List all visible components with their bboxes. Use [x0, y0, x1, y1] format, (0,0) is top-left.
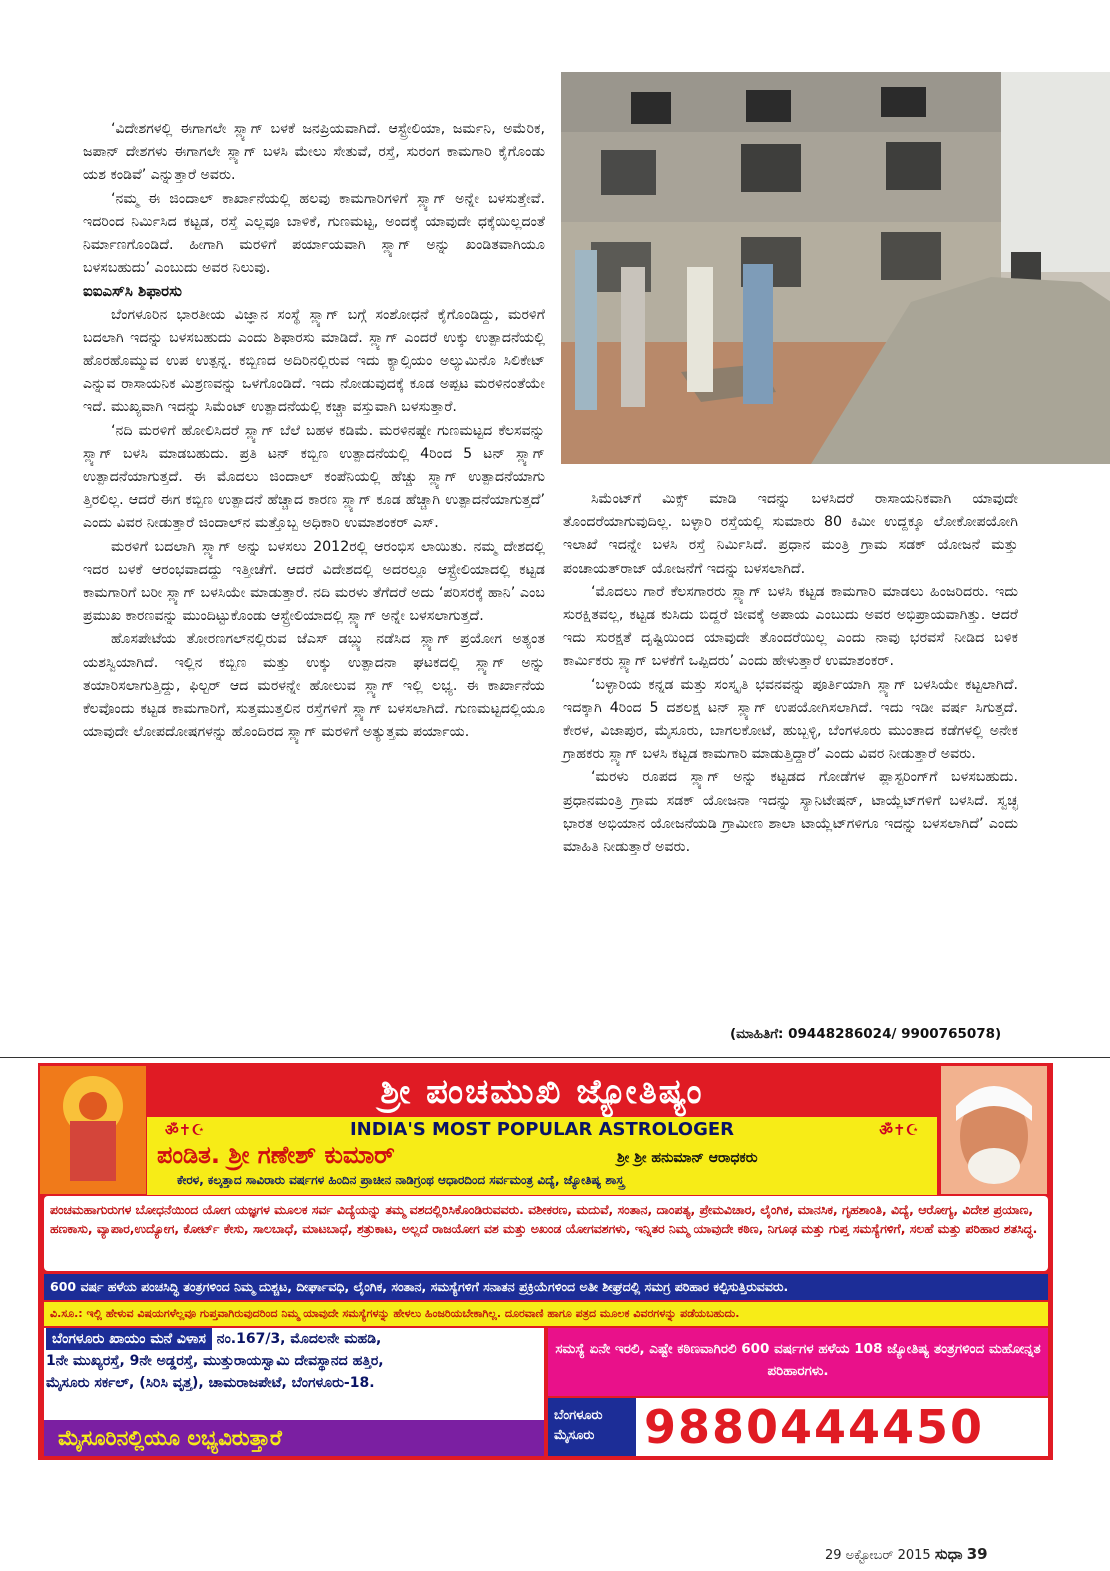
address-line: 1ನೇ ಮುಖ್ಯರಸ್ತೆ, 9ನೇ ಅಡ್ಡರಸ್ತೆ, ಮುತ್ತುರಾಯಸ್ವಾಮಿ ದೇವಸ್ಥಾನದ ಹತ್ತಿರ,: [46, 1353, 384, 1369]
ad-address: [44, 1328, 544, 1420]
astrologer-devotion: ಶ್ರೀ ಶ್ರೀ ಹನುಮಾನ್ ಆರಾಧಕರು: [617, 1150, 758, 1166]
hanuman-image: [40, 1066, 146, 1194]
paragraph: ಬೆಂಗಳೂರಿನ ಭಾರತೀಯ ವಿಜ್ಞಾನ ಸಂಸ್ಥೆ ಸ್ಲ್ಯಾಗ್ ಬಗ್ಗೆ ಸಂಶೋಧನೆ ಕೈಗೊಂಡಿದ್ದು, ಮರಳಿಗೆ ಬದಲಾಗಿ ಇದನ್ನು ಬಳಸಬಹುದು ಎಂದು ಶಿಫಾರಸು ಮಾಡಿದೆ. ಸ್ಲ್ಯಾಗ್ ಎಂದರೆ ಉಕ್ಕು ಉತ್ಪಾದನೆಯಲ್ಲಿ ಹೊರಹೊಮ್ಮುವ ಉಪ ಉತ್ಪನ್ನ. ಕಬ್ಬಿಣದ ಅದಿರಿನಲ್ಲಿರುವ ಇದು ಕ್ಯಾಲ್ಸಿಯಂ ಅಲ್ಯುಮಿನೊ ಸಿಲಿಕೇಟ್ ಎನ್ನುವ ರಾಸಾಯನಿಕ ಮಿಶ್ರಣವನ್ನು ಒಳಗೊಂಡಿದೆ. ಇದು ನೋಡುವುದಕ್ಕೆ ಕೂಡ ಅಪ್ಪಟ ಮರಳಿನಂತೆಯೇ ಇದೆ. ಮುಖ್ಯವಾಗಿ ಇದನ್ನು ಸಿಮೆಂಟ್ ಉತ್ಪಾದನೆಯಲ್ಲಿ ಕಚ್ಚಾ ವಸ್ತುವಾಗಿ ಬಳಸುತ್ತಾರೆ.: [83, 306, 545, 416]
address-line: ನಂ.167/3, ಮೊದಲನೇ ಮಹಡಿ,: [216, 1331, 382, 1347]
ad-promise: ಸಮಸ್ಯೆ ಏನೇ ಇರಲಿ, ಎಷ್ಟೇ ಕಠಿಣವಾಗಿರಲಿ 600 ವರ್ಷಗಳ ಹಳೆಯ 108 ಜ್ಯೋತಿಷ್ಯ ತಂತ್ರಗಳಿಂದ ಮಹೋನ್ನತ ಪರಿಹಾರಗಳು.: [548, 1328, 1048, 1396]
address-heading: ಬೆಂಗಳೂರು ಖಾಯಂ ಮನೆ ವಿಳಾಸ: [46, 1328, 212, 1350]
paragraph: ‘ಬಳ್ಳಾರಿಯ ಕನ್ನಡ ಮತ್ತು ಸಂಸ್ಕೃತಿ ಭವನವನ್ನು ಪೂರ್ತಿಯಾಗಿ ಸ್ಲ್ಯಾಗ್ ಬಳಸಿಯೇ ಕಟ್ಟಲಾಗಿದೆ. ಇದಕ್ಕಾಗಿ 4ರಿಂದ 5 ದಶಲಕ್ಷ ಟನ್ ಸ್ಲ್ಯಾಗ್ ಉಪಯೋಗಿಸಲಾಗಿದೆ. ಇದು ಇಡೀ ವರ್ಷ ಸಿಗುತ್ತದೆ. ಕೇರಳ, ವಿಜಾಪುರ, ಮೈಸೂರು, ಬಾಗಲಕೋಟೆ, ಹುಬ್ಬಳ್ಳಿ, ಬೆಂಗಳೂರು ಮುಂತಾದ ಕಡೆಗಳಲ್ಲಿ ಅನೇಕ ಗ್ರಾಹಕರು ಸ್ಲ್ಯಾಗ್ ಬಳಸಿ ಕಟ್ಟಡ ಕಾಮಗಾರಿ ಮಾಡುತ್ತಿದ್ದಾರೆ’ ಎಂದು ವಿವರ ನೀಡುತ್ತಾರೆ ಅವರು.: [563, 676, 1018, 763]
city-label: ಬೆಂಗಳೂರು: [554, 1408, 603, 1423]
phone-panel: [548, 1398, 1048, 1456]
phone-cities: [548, 1398, 636, 1456]
paragraph: ಹೊಸಪೇಟೆಯ ತೋರಣಗಲ್‌ನಲ್ಲಿರುವ ಜೆಎಸ್ ಡಬ್ಲ್ಯು ನಡೆಸಿದ ಸ್ಲ್ಯಾಗ್ ಪ್ರಯೋಗ ಅತ್ಯಂತ ಯಶಸ್ವಿಯಾಗಿದೆ. ಇಲ್ಲಿನ ಕಬ್ಬಿಣ ಮತ್ತು ಉಕ್ಕು ಉತ್ಪಾದನಾ ಘಟಕದಲ್ಲಿ ಸ್ಲ್ಯಾಗ್ ಅನ್ನು ತಯಾರಿಸಲಾಗುತ್ತಿದ್ದು, ಫಿಲ್ಟರ್ ಆದ ಮರಳನ್ನೇ ಹೋಲುವ ಸ್ಲ್ಯಾಗ್ ಇಲ್ಲಿ ಲಭ್ಯ. ಈ ಕಾರ್ಖಾನೆಯ ಕೆಲವೊಂದು ಕಟ್ಟಡ ಕಾಮಗಾರಿಗೆ, ಸುತ್ತಮುತ್ತಲಿನ ರಸ್ತೆಗಳಿಗೆ ಸ್ಲ್ಯಾಗ್ ಬಳಸಲಾಗಿದೆ. ಗುಣಮಟ್ಟದಲ್ಲಿಯೂ ಯಾವುದೇ ಲೋಪದೋಷಗಳನ್ನು ಹೊಂದಿರದ ಸ್ಲ್ಯಾಗ್ ಮರಳಿಗೆ ಅತ್ಯುತ್ತಮ ಪರ್ಯಾಯ.: [83, 631, 545, 741]
ad-services-text: ಪಂಚಮಹಾಗುರುಗಳ ಬೋಧನೆಯಿಂದ ಯೋಗ ಯಜ್ಞಗಳ ಮೂಲಕ ಸರ್ವ ವಿದ್ಯೆಯನ್ನು ತಮ್ಮ ವಶದಲ್ಲಿರಿಸಿಕೊಂಡಿರುವವರು. ವಶೀಕರಣ, ಮದುವೆ, ಸಂತಾನ, ದಾಂಪತ್ಯ, ಪ್ರೇಮವಿಚಾರ, ಲೈಂಗಿಕ, ಮಾನಸಿಕ, ಗೃಹಶಾಂತಿ, ವಿದ್ಯೆ, ಆರೋಗ್ಯ, ವಿದೇಶ ಪ್ರಯಾಣ, ಹಣಕಾಸು, ವ್ಯಾಪಾರ,ಉದ್ಯೋಗ, ಕೋರ್ಟ್ ಕೇಸು, ಸಾಲಬಾಧೆ, ಮಾಟಬಾಧೆ, ಶತ್ರುಕಾಟ, ಅಲ್ಲದೆ ರಾಜಯೋಗ ವಶ ಮತ್ತು ಅಖಂಡ ಯೋಗವಶಗಳು, ಇನ್ನಿತರ ನಿಮ್ಮ ಯಾವುದೇ ಕಠಿಣ, ನಿಗೂಢ ಮತ್ತು ಗುಪ್ತ ಸಮಸ್ಯೆಗಳಿಗೆ, ಸಲಹೆ ಮತ್ತು ಪರಿಹಾರ ಶತಸಿದ್ಧ.: [44, 1196, 1048, 1271]
sai-baba-image: [941, 1066, 1047, 1194]
article-left-column: [83, 118, 545, 744]
page-number: 39: [966, 1545, 988, 1563]
section-subheading: ಐಐಎಸ್‌ಸಿ ಶಿಫಾರಸು: [83, 282, 182, 301]
contact-info: (ಮಾಹಿತಿಗೆ: 09448286024/ 9900765078): [730, 1026, 1002, 1042]
ad-credentials: ಕೇರಳ, ಕಲ್ಕತ್ತಾದ ಸಾವಿರಾರು ವರ್ಷಗಳ ಹಿಂದಿನ ಪ್ರಾಚೀನ ನಾಡಿಗ್ರಂಥ ಆಧಾರದಿಂದ ಸರ್ವಮಂತ್ರ ವಿದ್ಯೆ, ಜ್ಯೋತಿಷ್ಯ ಶಾಸ್ತ್ರ: [177, 1173, 624, 1187]
religious-symbols-icon: ॐ✝☪: [879, 1121, 919, 1139]
paragraph: ಸಿಮೆಂಟ್‌ಗೆ ಮಿಕ್ಸ್ ಮಾಡಿ ಇದನ್ನು ಬಳಸಿದರೆ ರಾಸಾಯನಿಕವಾಗಿ ಯಾವುದೇ ತೊಂದರೆಯಾಗುವುದಿಲ್ಲ. ಬಳ್ಳಾರಿ ರಸ್ತೆಯಲ್ಲಿ ಸುಮಾರು 80 ಕಿಮೀ ಉದ್ದಕ್ಕೂ ಲೋಕೋಪಯೋಗಿ ಇಲಾಖೆ ಇದನ್ನೇ ಬಳಸಿ ರಸ್ತೆ ನಿರ್ಮಿಸಿದೆ. ಪ್ರಧಾನ ಮಂತ್ರಿ ಗ್ರಾಮ ಸಡಕ್ ಯೋಜನೆ ಮತ್ತು ಪಂಚಾಯತ್‌ರಾಜ್ ಯೋಜನೆಗೆ ಇದನ್ನು ಬಳಸಲಾಗಿದೆ.: [563, 491, 1018, 577]
article-right-column: [563, 488, 1018, 859]
religious-symbols-icon: ॐ✝☪: [165, 1121, 205, 1139]
phone-number[interactable]: 9880444450: [644, 1400, 985, 1454]
issue-date: 29 ಅಕ್ಟೋಬರ್ 2015: [825, 1548, 931, 1563]
paragraph: ‘ನಮ್ಮ ಈ ಜಿಂದಾಲ್ ಕಾರ್ಖಾನೆಯಲ್ಲಿ ಹಲವು ಕಾಮಗಾರಿಗಳಿಗೆ ಸ್ಲ್ಯಾಗ್ ಅನ್ನೇ ಬಳಸುತ್ತೇವೆ. ಇದರಿಂದ ನಿರ್ಮಿಸಿದ ಕಟ್ಟಡ, ರಸ್ತೆ ಎಲ್ಲವೂ ಬಾಳಿಕೆ, ಗುಣಮಟ್ಟ, ಅಂದಕ್ಕೆ ಯಾವುದೇ ಧಕ್ಕೆಯಿಲ್ಲದಂತೆ ನಿರ್ಮಾಣಗೊಂಡಿದೆ. ಹೀಗಾಗಿ ಮರಳಿಗೆ ಪರ್ಯಾಯವಾಗಿ ಸ್ಲ್ಯಾಗ್ ಅನ್ನು ಖಂಡಿತವಾಗಿಯೂ ಬಳಸಬಹುದು’ ಎಂಬುದು ಅವರ ನಿಲುವು.: [83, 190, 545, 277]
paragraph: ‘ವಿದೇಶಗಳಲ್ಲಿ ಈಗಾಗಲೇ ಸ್ಲ್ಯಾಗ್ ಬಳಕೆ ಜನಪ್ರಿಯವಾಗಿದೆ. ಆಸ್ಟ್ರೇಲಿಯಾ, ಜರ್ಮನಿ, ಅಮೆರಿಕ, ಜಪಾನ್ ದೇಶಗಳು ಈಗಾಗಲೇ ಸ್ಲ್ಯಾಗ್ ಬಳಸಿ ಮೇಲು ಸೇತುವೆ, ರಸ್ತೆ, ಸುರಂಗ ಕಾಮಗಾರಿ ಕೈಗೊಂಡು ಯಶ ಕಂಡಿವೆ’ ಎನ್ನುತ್ತಾರೆ ಅವರು.: [83, 121, 545, 184]
ad-title: ಶ್ರೀ ಪಂಚಮುಖಿ ಜ್ಯೋತಿಷ್ಯಂ: [147, 1067, 937, 1117]
page-footer: [825, 1545, 988, 1563]
city-label: ಮೈಸೂರು: [554, 1428, 595, 1443]
divider: [0, 1057, 1110, 1058]
paragraph: ‘ಮರಳು ರೂಪದ ಸ್ಲ್ಯಾಗ್ ಅನ್ನು ಕಟ್ಟಡದ ಗೋಡೆಗಳ ಪ್ಲಾಸ್ಟರಿಂಗ್‌ಗೆ ಬಳಸಬಹುದು. ಪ್ರಧಾನಮಂತ್ರಿ ಗ್ರಾಮ ಸಡಕ್ ಯೋಜನಾ ಇದನ್ನು ಸ್ಯಾನಿಟೇಷನ್, ಟಾಯ್ಲೆಟ್‌ಗಳಿಗೆ ಬಳಸಿದೆ. ಸ್ವಚ್ಛ ಭಾರತ ಅಭಿಯಾನ ಯೋಜನೆಯಡಿ ಗ್ರಾಮೀಣ ಶಾಲಾ ಟಾಯ್ಲೆಟ್‌ಗಳಿಗೂ ಇದನ್ನು ಬಳಸಲಾಗಿದೆ’ ಎಂದು ಮಾಹಿತಿ ನೀಡುತ್ತಾರೆ ಅವರು.: [563, 769, 1018, 856]
paragraph: ‘ಮೊದಲು ಗಾರೆ ಕೆಲಸಗಾರರು ಸ್ಲ್ಯಾಗ್ ಬಳಸಿ ಕಟ್ಟಡ ಕಾಮಗಾರಿ ಮಾಡಲು ಹಿಂಜರಿದರು. ಇದು ಸುರಕ್ಷಿತವಲ್ಲ, ಕಟ್ಟಡ ಕುಸಿದು ಬಿದ್ದರೆ ಜೀವಕ್ಕೆ ಅಪಾಯ ಎಂಬುದು ಅವರ ಅಭಿಪ್ರಾಯವಾಗಿತ್ತು. ಆದರೆ ಇದು ಸುರಕ್ಷತೆ ದೃಷ್ಟಿಯಿಂದ ಯಾವುದೇ ತೊಂದರೆಯಿಲ್ಲ ಎಂದು ನಾವು ಭರವಸೆ ನೀಡಿದ ಬಳಿಕ ಕಾರ್ಮಿಕರು ಸ್ಲ್ಯಾಗ್ ಬಳಕೆಗೆ ಒಪ್ಪಿದರು’ ಎಂದು ಹೇಳುತ್ತಾರೆ ಉಮಾಶಂಕರ್.: [563, 583, 1018, 670]
construction-site-photo: [561, 72, 1110, 464]
mysore-availability: ಮೈಸೂರಿನಲ್ಲಿಯೂ ಲಭ್ಯವಿರುತ್ತಾರೆ: [44, 1420, 544, 1456]
ad-yellow-panel: [147, 1117, 937, 1195]
paragraph: ಮರಳಿಗೆ ಬದಲಾಗಿ ಸ್ಲ್ಯಾಗ್ ಅನ್ನು ಬಳಸಲು 2012ರಲ್ಲಿ ಆರಂಭಿಸ ಲಾಯಿತು. ನಮ್ಮ ದೇಶದಲ್ಲಿ ಇದರ ಬಳಕೆ ಆರಂಭವಾದದ್ದು ಇತ್ತೀಚೆಗೆ. ಆದರೆ ವಿದೇಶದಲ್ಲಿ ಅದರಲ್ಲೂ ಆಸ್ಟ್ರೇಲಿಯಾದಲ್ಲಿ ಕಟ್ಟಡ ಕಾಮಗಾರಿಗೆ ಬರೀ ಸ್ಲ್ಯಾಗ್ ಬಳಸಿಯೇ ಮಾಡುತ್ತಾರೆ. ನದಿ ಮರಳು ತೆಗೆದರೆ ಅದು ‘ಪರಿಸರಕ್ಕೆ ಹಾನಿ’ ಎಂಬ ಪ್ರಮುಖ ಕಾರಣವನ್ನು ಮುಂದಿಟ್ಟುಕೊಂಡು ಆಸ್ಟ್ರೇಲಿಯಾದಲ್ಲಿ ಸ್ಲ್ಯಾಗ್ ಅನ್ನೇ ಬಳಸಲಾಗುತ್ತದೆ.: [83, 538, 545, 625]
address-line: ಮೈಸೂರು ಸರ್ಕಲ್, (ಸಿರಿಸಿ ವೃತ್ತ), ಚಾಮರಾಜಪೇಟೆ, ಬೆಂಗಳೂರು-18.: [46, 1375, 375, 1391]
ad-tagline: INDIA'S MOST POPULAR ASTROLOGER: [349, 1119, 735, 1140]
magazine-name: ಸುಧಾ: [934, 1545, 963, 1563]
ad-remedy-line: 600 ವರ್ಷ ಹಳೆಯ ಪಂಚಸಿದ್ಧಿ ತಂತ್ರಗಳಿಂದ ನಿಮ್ಮ ದುಶ್ಚಟ, ದೀರ್ಘಾವಧಿ, ಲೈಂಗಿಕ, ಸಂತಾನ, ಸಮಸ್ಯೆಗಳಿಗೆ ಸನಾತನ ಪ್ರಕ್ರಿಯೆಗಳಿಂದ ಅತೀ ಶೀಘ್ರದಲ್ಲಿ ಸಮಗ್ರ ಪರಿಹಾರ ಕಲ್ಪಿಸುತ್ತಿರುವವರು.: [44, 1274, 1048, 1300]
paragraph: ‘ನದಿ ಮರಳಿಗೆ ಹೋಲಿಸಿದರೆ ಸ್ಲ್ಯಾಗ್ ಬೆಲೆ ಬಹಳ ಕಡಿಮೆ. ಮರಳಿನಷ್ಟೇ ಗುಣಮಟ್ಟದ ಕೆಲಸವನ್ನು ಸ್ಲ್ಯಾಗ್ ಬಳಸಿ ಮಾಡಬಹುದು. ಪ್ರತಿ ಟನ್ ಕಬ್ಬಿಣ ಉತ್ಪಾದನೆಯಲ್ಲಿ 4ರಿಂದ 5 ಟನ್ ಸ್ಲ್ಯಾಗ್ ಉತ್ಪಾದನೆಯಾಗುತ್ತದೆ. ಈ ಮೊದಲು ಜಿಂದಾಲ್ ಕಂಪೆನಿಯಲ್ಲಿ ಹೆಚ್ಚು ಸ್ಲ್ಯಾಗ್ ಉತ್ಪಾದನೆಯಾಗು ತ್ತಿರಲಿಲ್ಲ. ಆದರೆ ಈಗ ಕಬ್ಬಿಣ ಉತ್ಪಾದನೆ ಹೆಚ್ಚಾದ ಕಾರಣ ಸ್ಲ್ಯಾಗ್ ಕೂಡ ಹೆಚ್ಚಾಗಿ ಉತ್ಪಾದನೆಯಾಗುತ್ತದೆ’ ಎಂದು ವಿವರ ನೀಡುತ್ತಾರೆ ಜಿಂದಾಲ್‌ನ ಮತ್ತೊಬ್ಬ ಅಧಿಕಾರಿ ಉಮಾಶಂಕರ್ ಎಸ್.: [83, 422, 545, 532]
astrologer-name: ಪಂಡಿತ. ಶ್ರೀ ಗಣೇಶ್ ಕುಮಾರ್: [157, 1141, 395, 1169]
ad-note: ವಿ.ಸೂ.: ಇಲ್ಲಿ ಹೇಳುವ ವಿಷಯಗಳೆಲ್ಲವೂ ಗುಪ್ತವಾಗಿರುವುದರಿಂದ ನಿಮ್ಮ ಯಾವುದೇ ಸಮಸ್ಯೆಗಳನ್ನು ಹೇಳಲು ಹಿಂಜರಿಯಬೇಕಾಗಿಲ್ಲ. ದೂರವಾಣಿ ಹಾಗೂ ಪತ್ರದ ಮೂಲಕ ವಿವರಗಳನ್ನು ಪಡೆಯಬಹುದು.: [44, 1302, 1048, 1326]
